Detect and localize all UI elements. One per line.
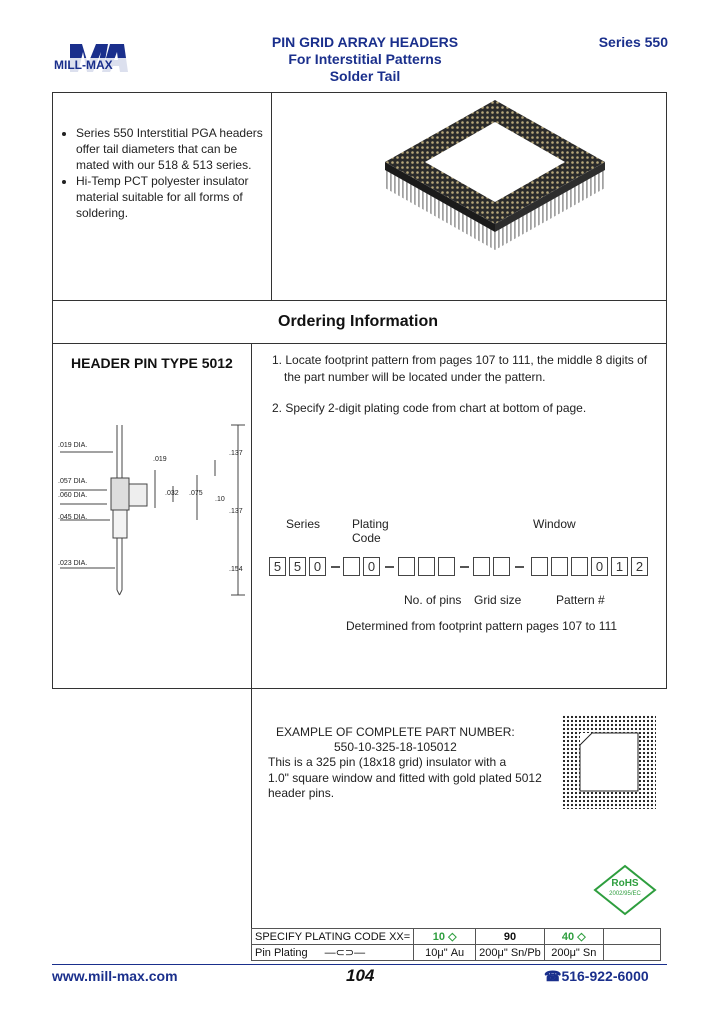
code-box xyxy=(531,557,548,576)
code-dash xyxy=(460,566,469,568)
table-cell xyxy=(603,945,660,961)
dim-label: .019 xyxy=(153,456,167,463)
dim-label: .032 xyxy=(165,490,179,497)
dim-label: .075 xyxy=(189,490,203,497)
code-box xyxy=(571,557,588,576)
title-line-2: For Interstitial Patterns xyxy=(288,51,442,67)
footprint-pattern xyxy=(562,715,656,809)
table-cell: 10μ" Au xyxy=(414,945,476,961)
page-title xyxy=(210,34,520,85)
divider xyxy=(52,300,667,301)
code-box: 2 xyxy=(631,557,648,576)
code-box: 5 xyxy=(269,557,286,576)
divider xyxy=(271,92,272,300)
code-box xyxy=(551,557,568,576)
code-box xyxy=(473,557,490,576)
header-pin-title: HEADER PIN TYPE 5012 xyxy=(71,355,233,371)
example-desc: 1.0" square window and fitted with gold plated 5012 xyxy=(268,771,542,785)
code-box: 0 xyxy=(363,557,380,576)
feature-item: • Series 550 Interstitial PGA headers offer tail diameters that can be mated with our 518 & 513 series. xyxy=(76,125,267,173)
step-text: 1. Locate footprint pattern from pages 107 to 111, the middle 8 digits of xyxy=(272,353,648,367)
plating-code-10[interactable]: 10 ◇ xyxy=(414,929,476,945)
product-photo xyxy=(385,100,605,280)
logo-text: MILL-MAX xyxy=(54,58,113,72)
title-line-3: Solder Tail xyxy=(329,68,401,84)
dim-label: .045 DIA. xyxy=(58,514,88,521)
code-box xyxy=(343,557,360,576)
code-dash xyxy=(515,566,524,568)
title-line-1: PIN GRID ARRAY HEADERS xyxy=(271,34,459,50)
divider xyxy=(251,343,252,948)
dim-label: .019 DIA. xyxy=(58,442,88,449)
dim-label: .154 xyxy=(229,566,243,573)
rohs-badge xyxy=(593,864,657,916)
code-dash xyxy=(385,566,394,568)
step-text: the part number will be located under the pattern. xyxy=(284,370,546,384)
page-number: 104 xyxy=(346,966,375,985)
feature-list xyxy=(62,125,267,221)
code-box: 1 xyxy=(611,557,628,576)
divider xyxy=(52,343,667,344)
example-part-number: 550-10-325-18-105012 xyxy=(334,740,457,754)
code-box xyxy=(418,557,435,576)
table-row xyxy=(252,945,661,961)
dim-label: .060 DIA. xyxy=(58,492,88,499)
rohs-sub: 2002/95/EC xyxy=(609,891,641,897)
code-box: 0 xyxy=(309,557,326,576)
dim-label: .137 xyxy=(229,508,243,515)
series-label: Series 550 xyxy=(598,34,668,50)
ordering-title: Ordering Information xyxy=(278,313,438,330)
code-box xyxy=(493,557,510,576)
label-series: Series xyxy=(286,517,321,531)
table-row xyxy=(252,929,661,945)
label-window: Window xyxy=(533,517,576,531)
dim-label: .057 DIA. xyxy=(58,478,88,485)
code-box: 5 xyxy=(289,557,306,576)
table-cell: 200μ" Sn xyxy=(544,945,603,961)
diamond-icon: ◇ xyxy=(577,931,586,943)
plating-code-40[interactable]: 40 ◇ xyxy=(544,929,603,945)
example-desc: This is a 325 pin (18x18 grid) insulator with a xyxy=(268,755,507,769)
plating-table xyxy=(251,928,661,961)
pin-drawing xyxy=(55,420,250,600)
table-cell xyxy=(603,929,660,945)
determined-note: Determined from footprint pattern pages 107 to 111 xyxy=(346,619,618,633)
diamond-icon: ◇ xyxy=(448,931,457,943)
dim-label: .10 xyxy=(215,496,225,503)
plating-code-90[interactable]: 90 xyxy=(476,929,545,945)
table-cell: SPECIFY PLATING CODE XX= xyxy=(252,929,414,945)
dim-label: .137 xyxy=(229,450,243,457)
feature-item: • Hi-Temp PCT polyester insulator material suitable for all forms of soldering. xyxy=(76,173,267,221)
mill-max-logo xyxy=(52,36,152,86)
dim-label: .023 DIA. xyxy=(58,560,88,567)
rohs-label: RoHS xyxy=(611,878,639,889)
label-pattern: Pattern # xyxy=(556,593,605,607)
label-grid-size: Grid size xyxy=(474,593,522,607)
pin-icon: —⊂⊃— xyxy=(324,947,366,959)
table-cell: Pin Plating —⊂⊃— xyxy=(252,945,414,961)
code-box: 0 xyxy=(591,557,608,576)
label-plating: Plating xyxy=(352,517,389,531)
footer-rule xyxy=(52,964,667,965)
table-cell: 200μ" Sn/Pb xyxy=(476,945,545,961)
label-code: Code xyxy=(352,531,381,545)
phone-number: ☎516-922-6000 xyxy=(544,968,649,984)
code-box xyxy=(398,557,415,576)
label-no-pins: No. of pins xyxy=(404,593,462,607)
example-desc: header pins. xyxy=(268,786,335,800)
phone-icon: ☎ xyxy=(544,968,562,984)
code-dash xyxy=(331,566,340,568)
code-box xyxy=(438,557,455,576)
website-link[interactable]: www.mill-max.com xyxy=(52,968,178,984)
example-heading: EXAMPLE OF COMPLETE PART NUMBER: xyxy=(276,725,515,739)
step-text: 2. Specify 2-digit plating code from chart at bottom of page. xyxy=(272,401,587,415)
